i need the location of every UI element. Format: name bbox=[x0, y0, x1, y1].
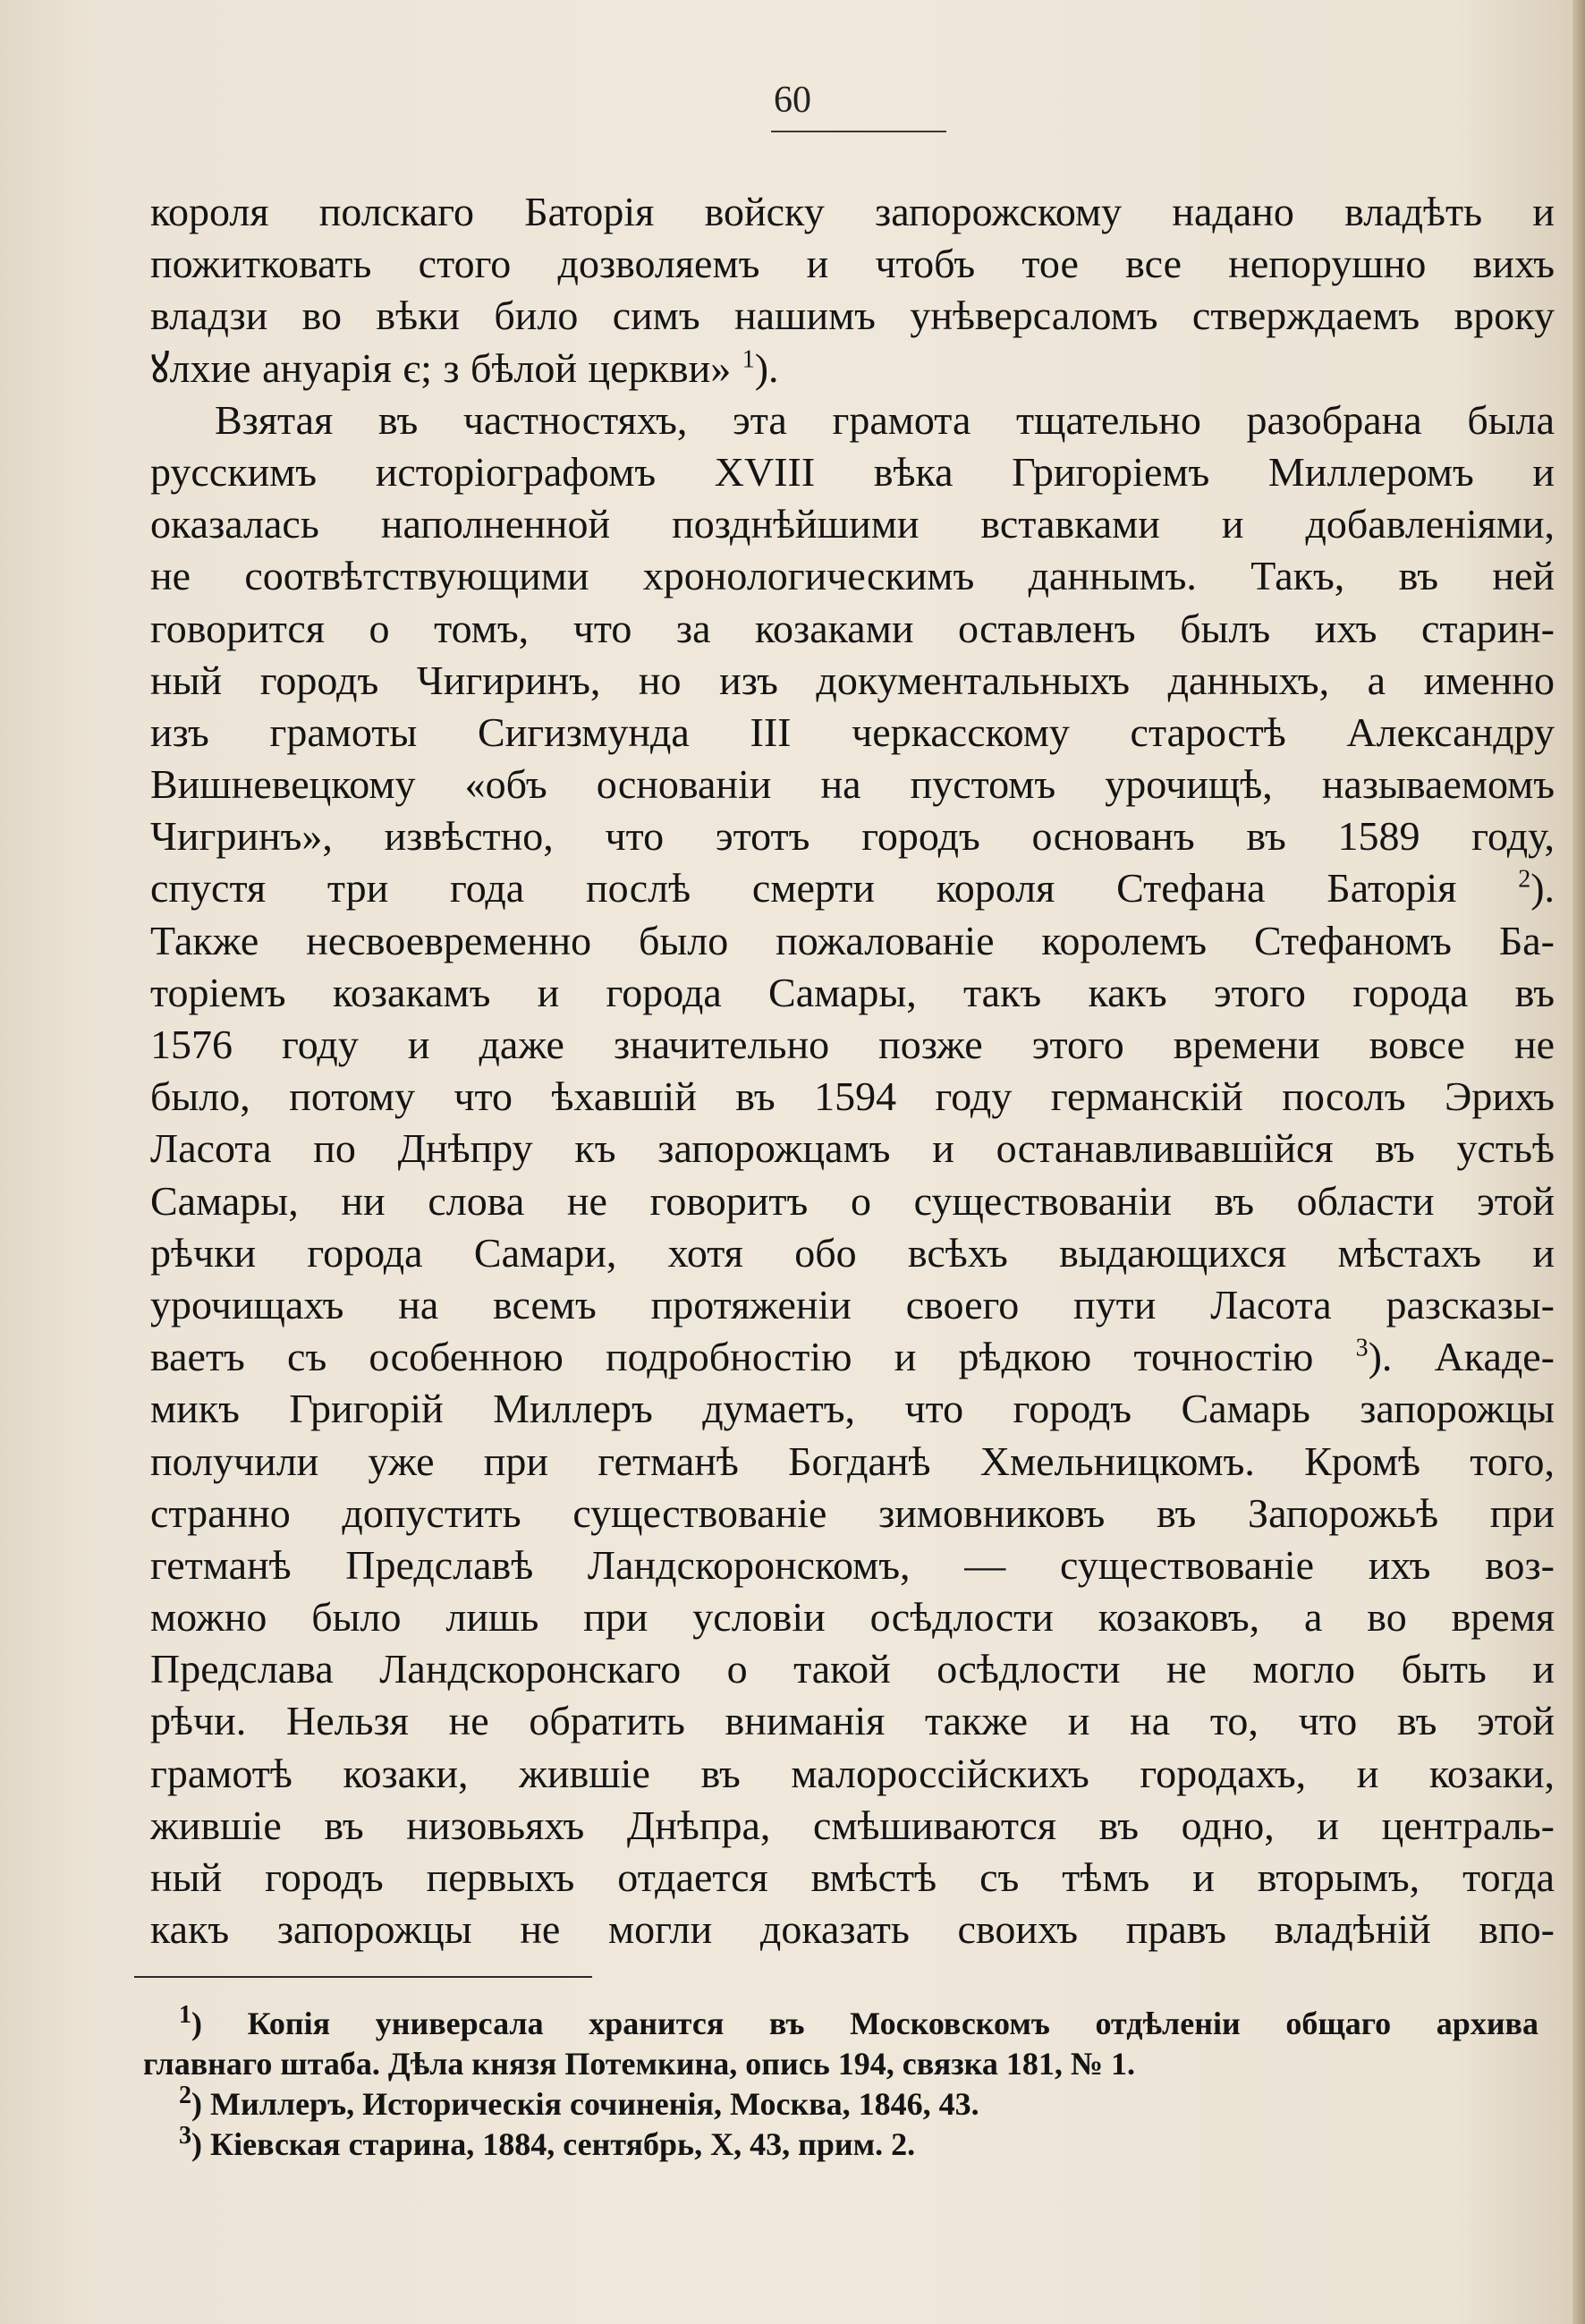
text-line: урочищахъ на всемъ протяженіи своего пути Ласота разсказы- bbox=[150, 1281, 1555, 1327]
text-line: 1576 году и даже значительно позже этого времени вовсе не bbox=[150, 1022, 1555, 1067]
footnote-1-continued: главнаго штаба. Дѣла князя Потемкина, опись 194, связка 181, № 1. bbox=[143, 2046, 1136, 2082]
text-line: Самары, ни слова не говоритъ о существованіи въ области этой bbox=[150, 1177, 1555, 1224]
text-line: не соотвѣтствующими хронологическимъ даннымъ. Такъ, въ ней bbox=[150, 553, 1555, 599]
text-line: ный городъ первыхъ отдается вмѣстѣ съ тѣмъ и вторымъ, тогда bbox=[150, 1854, 1555, 1900]
text-line bbox=[150, 1331, 1555, 1383]
footnote-rule bbox=[134, 1976, 592, 1978]
text-fragment: спустя три года послѣ смерти короля Стефана Баторія bbox=[150, 865, 1457, 912]
text-line: было, потому что ѣхавшій въ 1594 году германскій посолъ Эрихъ bbox=[150, 1073, 1555, 1120]
text-line: странно допустить существованіе зимовниковъ въ Запорожьѣ при bbox=[150, 1489, 1555, 1536]
text-line: рѣчи. Нельзя не обратить вниманія также и на то, что въ этой bbox=[150, 1698, 1555, 1744]
footnote-2 bbox=[143, 2084, 1538, 2125]
text-line: можно было лишь при условіи осѣдлости козаковъ, а во время bbox=[150, 1594, 1555, 1641]
text-line: грамотѣ козаки, жившіе въ малороссійскихъ городахъ, и козаки, bbox=[150, 1750, 1555, 1796]
page-edge bbox=[1572, 0, 1585, 2324]
text-fragment: ваетъ съ особенною подробностію и рѣдкою точностію bbox=[150, 1334, 1314, 1380]
text-line: изъ грамоты Сигизмунда III черкасскому старостѣ Александру bbox=[150, 708, 1555, 755]
text-line: Ласота по Днѣпру къ запорожцамъ и останавливавшійся въ устьѣ bbox=[150, 1125, 1555, 1172]
text-line: короля полскаго Баторія войску запорожскому надано владѣть и bbox=[150, 189, 1555, 234]
page-number: 60 bbox=[774, 80, 811, 121]
footnote-ref: 2 bbox=[1518, 866, 1531, 895]
text-line: русскимъ исторіографомъ XVIII вѣка Григоріемъ Миллеромъ и bbox=[150, 448, 1555, 495]
footnote-3 bbox=[143, 2122, 1538, 2165]
footnote-1 bbox=[143, 2001, 1538, 2044]
footnote-text: ) Миллеръ, Историческія сочиненія, Москва, 1846, 43. bbox=[191, 2086, 979, 2122]
footnote-text: ) Копія универсала хранится въ Московскомъ отдѣленіи общаго архива bbox=[191, 2006, 1538, 2041]
footnote-mark: 3 bbox=[179, 2122, 191, 2150]
text-line: какъ запорожцы не могли доказать своихъ правъ владѣній впо- bbox=[150, 1906, 1555, 1953]
footnotes bbox=[143, 2001, 1538, 2165]
text-line: пожитковать стого дозволяемъ и чтобъ тое все непорушно вихъ bbox=[150, 241, 1555, 287]
text-fragment: ). bbox=[1530, 865, 1555, 912]
text-line: торіемъ козакамъ и города Самары, такъ какъ этого города въ bbox=[150, 969, 1555, 1015]
text-line bbox=[150, 862, 1555, 914]
main-text bbox=[150, 186, 1555, 1955]
footnote-ref: 3 bbox=[1355, 1334, 1369, 1362]
text-line: говорится о томъ, что за козаками оставленъ былъ ихъ старин- bbox=[150, 605, 1555, 651]
footnote-ref: 1 bbox=[742, 345, 755, 374]
header-rule bbox=[771, 131, 946, 132]
text-line: получили уже при гетманѣ Богданѣ Хмельницкомъ. Кромѣ того, bbox=[150, 1438, 1555, 1484]
text-fragment: ). Акаде- bbox=[1368, 1334, 1555, 1380]
text-fragment: ꙋлхие ануарія є; з бѣлой церкви» bbox=[150, 344, 732, 391]
text-line: микъ Григорій Миллеръ думаетъ, что городъ Самарь запорожцы bbox=[150, 1386, 1555, 1432]
text-line: Предслава Ландскоронскаго о такой осѣдлости не могло быть и bbox=[150, 1646, 1555, 1692]
text-line: рѣчки города Самари, хотя обо всѣхъ выдающихся мѣстахъ и bbox=[150, 1229, 1555, 1276]
footnote-text: ) Кіевская старина, 1884, сентябрь, X, 43, прим. 2. bbox=[191, 2126, 916, 2162]
text-line: жившіе въ низовьяхъ Днѣпра, смѣшиваются въ одно, и централь- bbox=[150, 1802, 1555, 1848]
text-line: владзи во вѣки било симъ нашимъ унѣверсаломъ стверждаемъ вроку bbox=[150, 293, 1555, 339]
text-line: Вишневецкому «объ основаніи на пустомъ урочищѣ, называемомъ bbox=[150, 761, 1555, 808]
text-line: Взятая въ частностяхъ, эта грамота тщательно разобрана была bbox=[215, 396, 1555, 443]
text-line bbox=[150, 343, 1555, 394]
text-line: оказалась наполненной позднѣйшими вставками и добавленіями, bbox=[150, 501, 1555, 547]
text-line: Чигринъ», извѣстно, что этотъ городъ основанъ въ 1589 году, bbox=[150, 813, 1555, 860]
text-line: Также несвоевременно было пожалованіе королемъ Стефаномъ Ба- bbox=[150, 917, 1555, 963]
text-line: гетманѣ Предславѣ Ландскоронскомъ, — существованіе ихъ воз- bbox=[150, 1541, 1555, 1588]
footnote-mark: 1 bbox=[179, 2001, 191, 2029]
text-line: ный городъ Чигиринъ, но изъ документальныхъ данныхъ, а именно bbox=[150, 657, 1555, 703]
text-fragment: ). bbox=[754, 344, 779, 391]
footnote-mark: 2 bbox=[179, 2082, 191, 2109]
